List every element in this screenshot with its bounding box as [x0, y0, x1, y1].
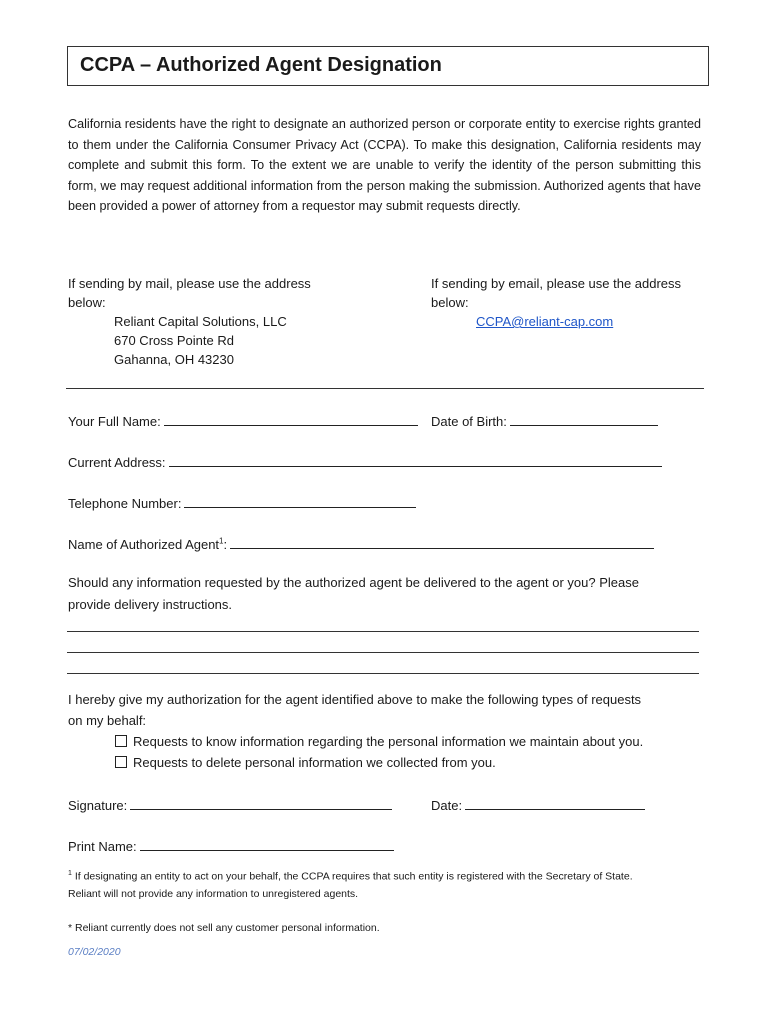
print-name-line[interactable]	[140, 837, 394, 851]
request-know-option[interactable]	[115, 734, 643, 749]
full-name-field[interactable]	[68, 412, 418, 429]
page-title: CCPA – Authorized Agent Designation	[80, 54, 442, 76]
request-know-label: Requests to know information regarding the personal information we maintain about you.	[133, 734, 644, 749]
footnote-line1	[68, 870, 633, 883]
agent-name-line[interactable]	[230, 535, 654, 549]
full-name-line[interactable]	[164, 412, 418, 426]
authorization-line2: on my behalf:	[68, 713, 147, 728]
request-delete-label: Requests to delete personal information we collected from you.	[133, 755, 496, 770]
address-label: Current Address:	[68, 455, 166, 470]
signature-label: Signature:	[68, 798, 128, 813]
agent-name-label: Name of Authorized Agent	[68, 537, 220, 552]
print-name-label: Print Name:	[68, 839, 137, 854]
mail-street: 670 Cross Pointe Rd	[114, 333, 234, 348]
request-delete-option[interactable]	[115, 755, 496, 770]
dob-line[interactable]	[510, 412, 658, 426]
agent-footnote-ref: 1	[219, 536, 224, 546]
mail-label-line2: below:	[68, 295, 106, 310]
mail-company: Reliant Capital Solutions, LLC	[114, 314, 287, 329]
phone-label: Telephone Number:	[68, 496, 182, 511]
request-delete-checkbox[interactable]	[115, 756, 127, 768]
intro-paragraph: California residents have the right to designate an authorized person or corporate entity to exercise rights granted to them under the California Consumer Privacy Act (CCPA). To make this designation, California residents may complete and submit this form. To the extent we are unable to verify the identity of the person submitting this form, we may request additional information from the person making the submission. Authorized agents that have been provided a power of attorney from a requestor may submit requests directly.	[68, 117, 701, 213]
phone-line[interactable]	[184, 494, 416, 508]
signature-field[interactable]	[68, 796, 392, 813]
dob-label: Date of Birth:	[431, 414, 507, 429]
email-label-line1: If sending by email, please use the address	[431, 276, 682, 291]
delivery-line-2[interactable]	[67, 652, 699, 653]
delivery-line-3[interactable]	[67, 673, 699, 674]
request-know-checkbox[interactable]	[115, 735, 127, 747]
date-line[interactable]	[465, 796, 645, 810]
title-box	[67, 46, 709, 86]
date-field[interactable]	[431, 796, 645, 813]
delivery-question-line1: Should any information requested by the authorized agent be delivered to the agent or you? Please	[68, 575, 639, 590]
agent-name-field[interactable]	[68, 535, 654, 552]
sales-note: * Reliant currently does not sell any customer personal information.	[68, 922, 380, 934]
section-divider	[66, 388, 704, 389]
phone-field[interactable]	[68, 494, 416, 511]
signature-line[interactable]	[130, 796, 392, 810]
print-name-field[interactable]	[68, 837, 394, 854]
footnote-line2: Reliant will not provide any information to unregistered agents.	[68, 888, 359, 900]
form-date: 07/02/2020	[68, 946, 121, 958]
email-link[interactable]: CCPA@reliant-cap.com	[476, 314, 614, 329]
footnote-text-1: If designating an entity to act on your behalf, the CCPA requires that such entity is registered with the Secretary of State.	[74, 870, 633, 883]
authorization-line1: I hereby give my authorization for the agent identified above to make the following types of requests	[68, 692, 642, 707]
address-line[interactable]	[169, 453, 662, 467]
footnote-marker: 1	[68, 870, 72, 877]
address-field[interactable]	[68, 453, 662, 470]
full-name-label: Your Full Name:	[68, 414, 161, 429]
mail-label-line1: If sending by mail, please use the address	[68, 276, 311, 291]
delivery-question-line2: provide delivery instructions.	[68, 597, 233, 612]
agent-name-colon: :	[223, 537, 228, 552]
date-label: Date:	[431, 798, 463, 813]
dob-field[interactable]	[431, 412, 658, 429]
delivery-line-1[interactable]	[67, 631, 699, 632]
email-label-line2: below:	[431, 295, 469, 310]
mail-city: Gahanna, OH 43230	[114, 352, 234, 367]
